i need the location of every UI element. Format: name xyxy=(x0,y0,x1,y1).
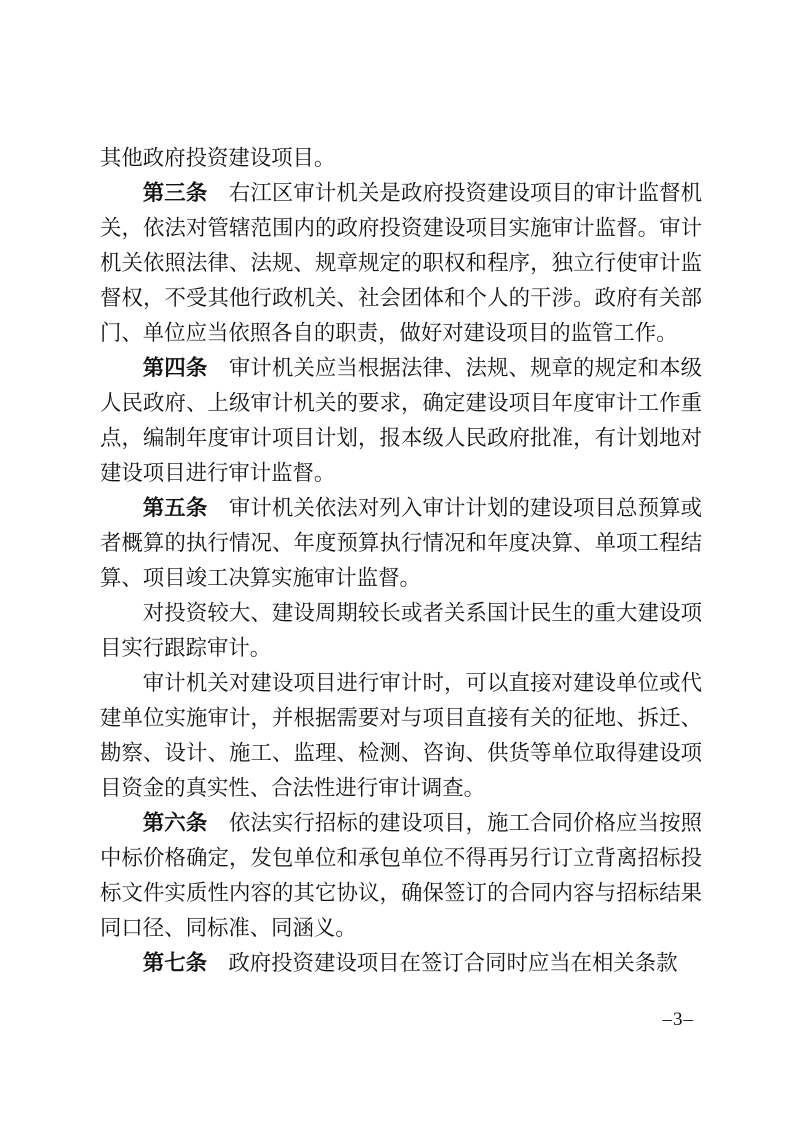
article-number: 第七条 xyxy=(142,951,207,975)
article-number: 第四条 xyxy=(142,356,208,380)
article-paragraph: 第四条 审计机关应当根据法律、法规、规章的规定和本级人民政府、上级审计机关的要求，确定建设项目年度审计工作重点，编制年度审计项目计划，报本级人民政府批准，有计划地对建设项目进行审计监督。 xyxy=(100,356,702,485)
paragraph: 审计机关对建设项目进行审计时，可以直接对建设单位或代建单位实施审计，并根据需要对与项目直接有关的征地、拆迁、勘察、设计、施工、监理、检测、咨询、供货等单位取得建设项目资金的真实性、合法性进行审计调查。 xyxy=(100,671,702,800)
article-paragraph: 第六条 依法实行招标的建设项目，施工合同价格应当按照中标价格确定，发包单位和承包单位不得再另行订立背离招标投标文件实质性内容的其它协议，确保签订的合同内容与招标结果同口径、同标准、同涵义。 xyxy=(100,811,702,940)
article-paragraph: 第五条 审计机关依法对列入审计计划的建设项目总预算或者概算的执行情况、年度预算执行情况和年度决算、单项工程结算、项目竣工决算实施审计监督。 xyxy=(100,496,702,590)
paragraph: 对投资较大、建设周期较长或者关系国计民生的重大建设项目实行跟踪审计。 xyxy=(100,601,702,660)
article-paragraph: 第三条 右江区审计机关是政府投资建设项目的审计监督机关，依法对管辖范围内的政府投资建设项目实施审计监督。审计机关依照法律、法规、规章规定的职权和程序，独立行使审计监督权，不受其他行政机关、社会团体和个人的干涉。政府有关部门、单位应当依照各自的职责，做好对建设项目的监管工作。 xyxy=(100,181,702,345)
article-number: 第六条 xyxy=(142,811,208,835)
article-number: 第三条 xyxy=(142,181,208,205)
article-paragraph: 第七条 政府投资建设项目在签订合同时应当在相关条款 xyxy=(142,951,678,975)
paragraph: 其他政府投资建设项目。 xyxy=(100,146,336,170)
article-number: 第五条 xyxy=(142,496,208,520)
page-number: –3– xyxy=(662,1009,694,1030)
document-body xyxy=(100,141,702,981)
